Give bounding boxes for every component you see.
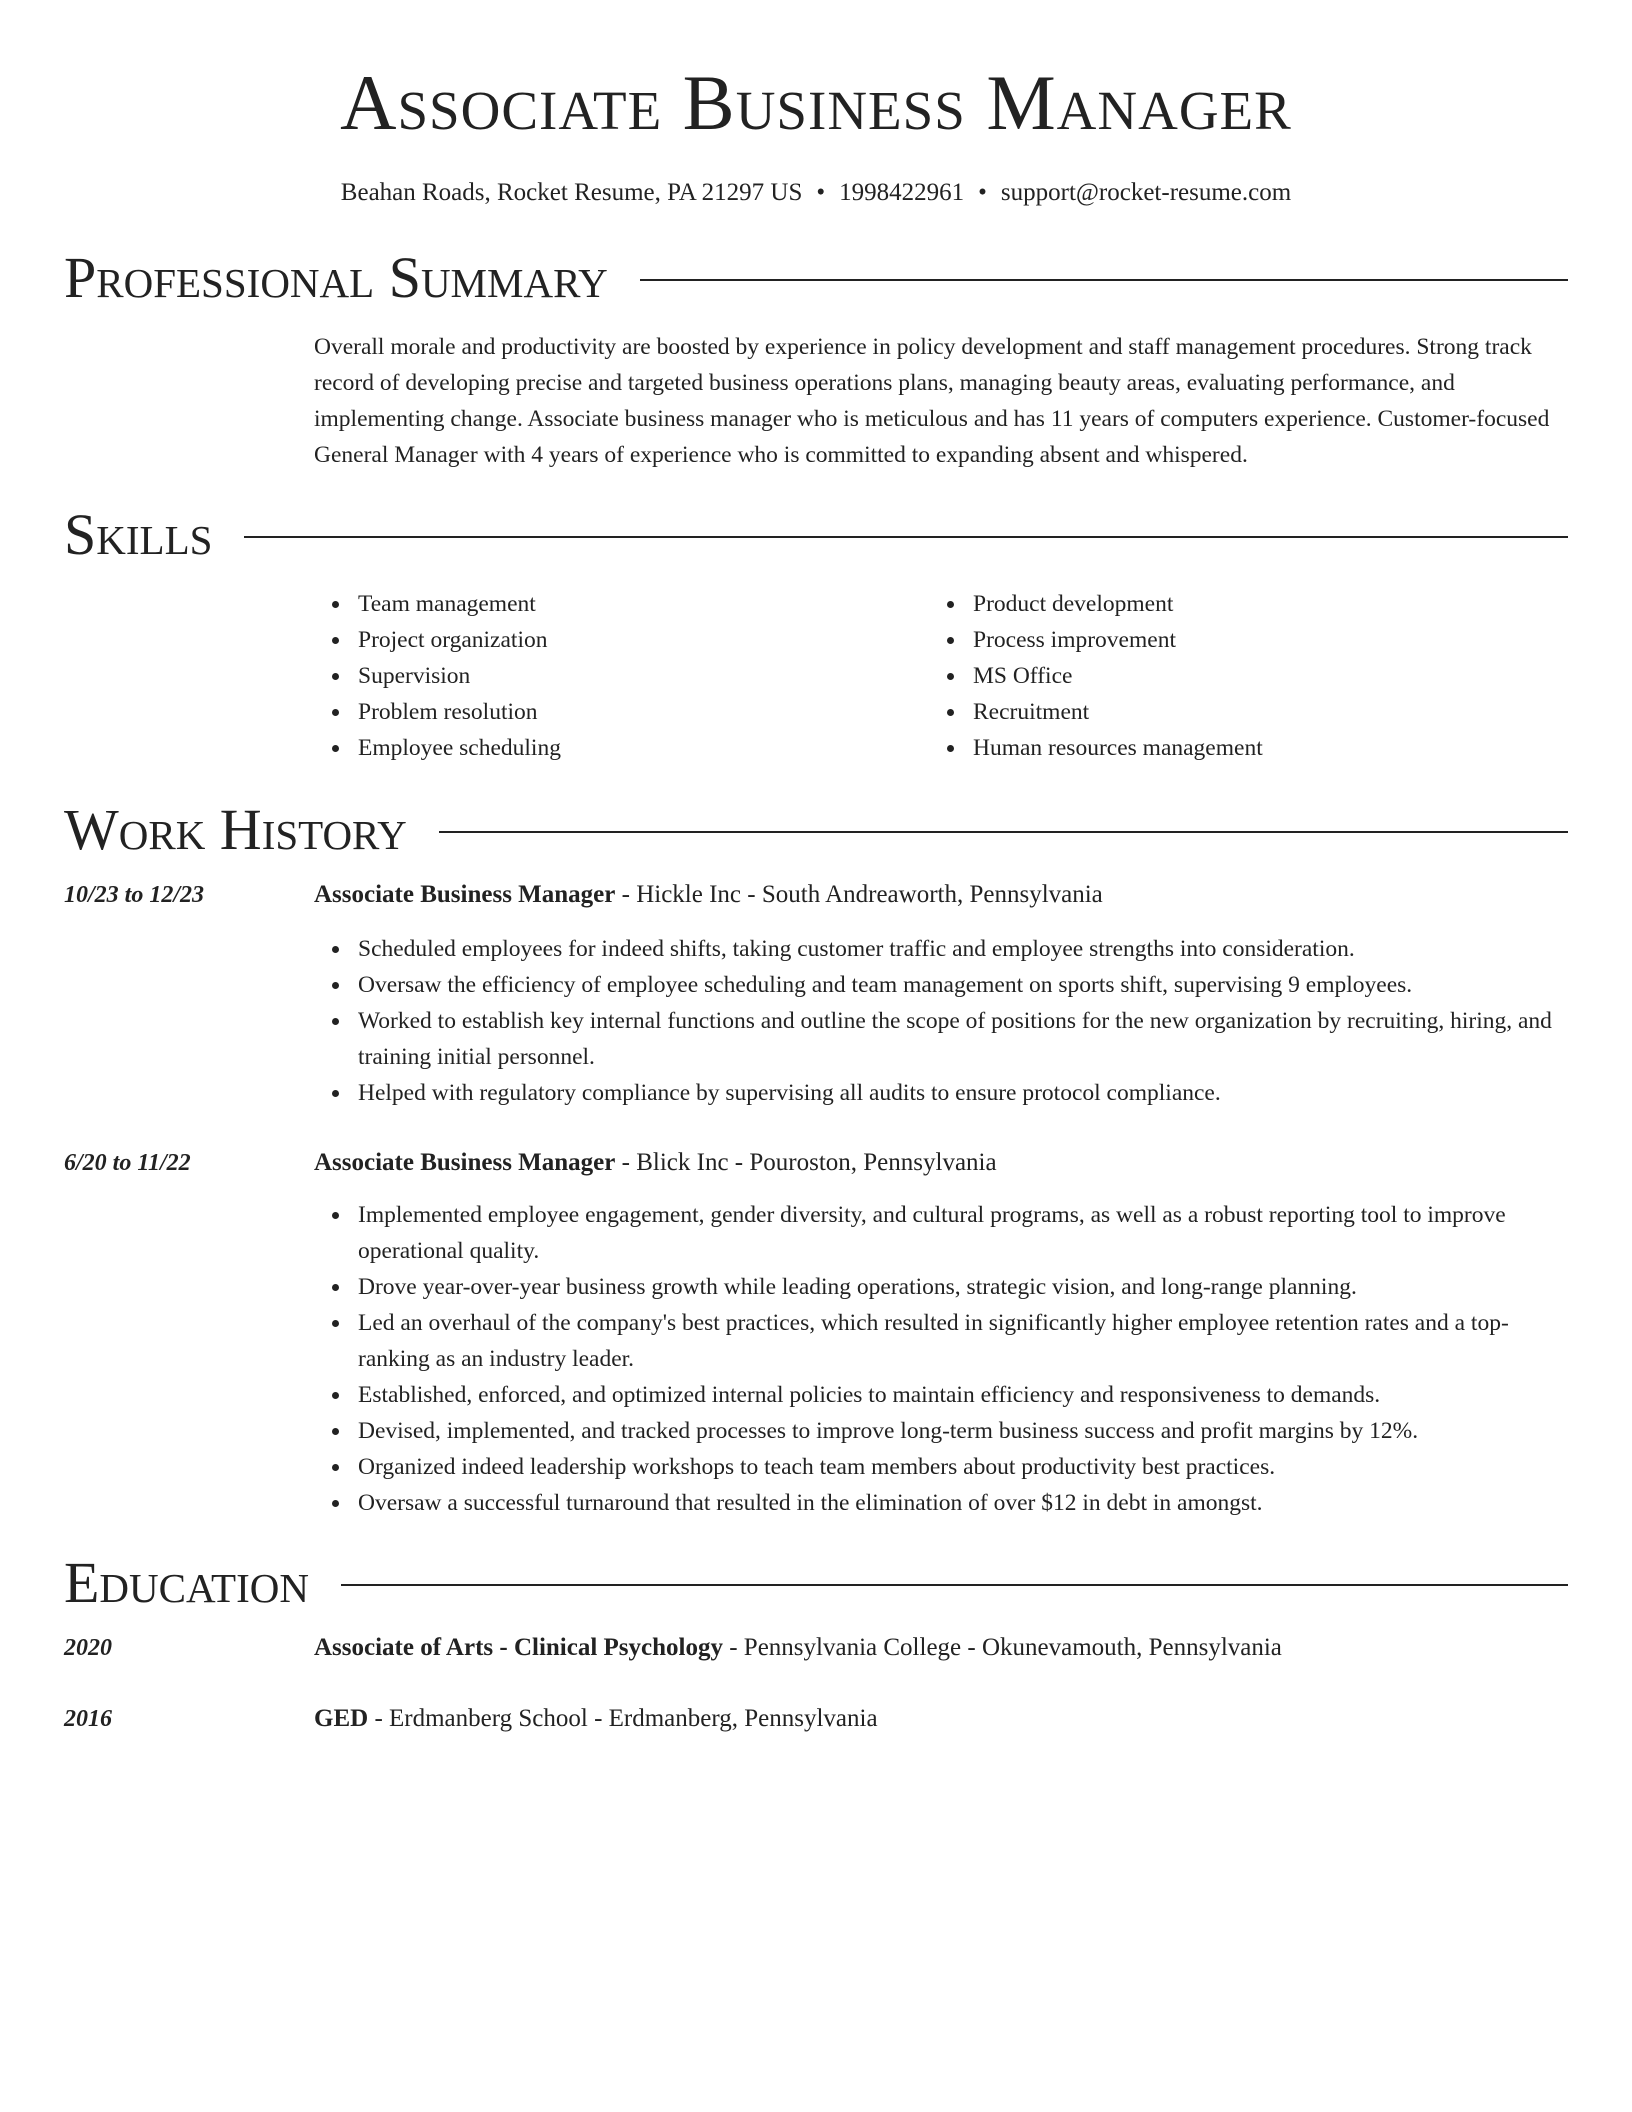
duty-item: Led an overhaul of the company's best practices, which resulted in significantly higher employee retention rates and a top-ranking as an industry leader.: [358, 1305, 1568, 1377]
job-role: Associate Business Manager: [314, 881, 616, 908]
summary-heading: Professional Summary: [64, 245, 608, 310]
degree: Associate of Arts - Clinical Psychology: [314, 1634, 723, 1661]
work-section-header: [64, 797, 1568, 862]
skills-column-right: [929, 586, 1544, 766]
duty-item: Drove year-over-year business growth while leading operations, strategic vision, and long-range planning.: [358, 1269, 1568, 1305]
work-dates: 10/23 to 12/23: [64, 882, 205, 908]
duty-item: Devised, implemented, and tracked processes to improve long-term business success and profit margins by 12%.: [358, 1413, 1568, 1449]
education-entry: [64, 1701, 1568, 1737]
job-role: Associate Business Manager: [314, 1149, 616, 1176]
duty-item: Worked to establish key internal functions and outline the scope of positions for the new organization by recruiting, hiring, and training initial personnel.: [358, 1003, 1568, 1075]
skill-item: Team management: [358, 586, 929, 622]
work-title: [314, 877, 1103, 913]
skill-item: Recruitment: [973, 694, 1544, 730]
section-divider: [439, 831, 1568, 833]
education-section-header: [64, 1550, 1568, 1615]
candidate-name: Associate Business Manager: [340, 59, 1292, 146]
institution: - Pennsylvania College - Okunevamouth, Pennsylvania: [722, 1634, 1282, 1661]
job-employer: - Blick Inc - Pouroston, Pennsylvania: [615, 1149, 997, 1176]
work-dates: 6/20 to 11/22: [64, 1150, 191, 1176]
skill-item: MS Office: [973, 658, 1544, 694]
summary-text: Overall morale and productivity are boosted by experience in policy development and staff management procedures. Strong track record of developing precise and targeted business operations plans, managing beauty areas, evaluating performance, and implementing change. Associate business manager who is meticulous and has 11 years of computers experience. Customer-focused General Manager with 4 years of experience who is committed to expanding absent and whispered.: [314, 334, 1550, 468]
work-duties: [314, 1197, 1568, 1521]
education-title: [314, 1701, 878, 1737]
institution: - Erdmanberg School - Erdmanberg, Pennsylvania: [368, 1705, 878, 1732]
duty-item: Implemented employee engagement, gender diversity, and cultural programs, as well as a robust reporting tool to improve operational quality.: [358, 1197, 1568, 1269]
duty-item: Scheduled employees for indeed shifts, taking customer traffic and employee strengths into consideration.: [358, 931, 1568, 967]
job-employer: - Hickle Inc - South Andreaworth, Pennsylvania: [615, 881, 1103, 908]
skills-column-left: [314, 586, 929, 766]
address: Beahan Roads, Rocket Resume, PA 21297 US: [340, 179, 803, 206]
separator: •: [978, 179, 987, 206]
education-year: 2016: [64, 1706, 112, 1732]
summary-section-header: [64, 245, 1568, 310]
duty-item: Helped with regulatory compliance by supervising all audits to ensure protocol compliance.: [358, 1075, 1568, 1111]
duty-item: Oversaw the efficiency of employee scheduling and team management on sports shift, supervising 9 employees.: [358, 967, 1568, 1003]
skills-section-header: [64, 502, 1568, 567]
work-duties: [314, 931, 1568, 1111]
education-title: [314, 1630, 1282, 1666]
education-year: 2020: [64, 1635, 112, 1661]
skill-item: Project organization: [358, 622, 929, 658]
phone: 1998422961: [839, 179, 965, 206]
duty-item: Oversaw a successful turnaround that resulted in the elimination of over $12 in debt in amongst.: [358, 1485, 1568, 1521]
contact-line: [64, 179, 1568, 207]
duty-item: Established, enforced, and optimized internal policies to maintain efficiency and responsiveness to demands.: [358, 1377, 1568, 1413]
education-heading: Education: [64, 1550, 309, 1615]
separator: •: [816, 179, 826, 206]
skill-item: Supervision: [358, 658, 929, 694]
section-divider: [244, 536, 1568, 538]
skill-item: Problem resolution: [358, 694, 929, 730]
degree: GED: [314, 1705, 369, 1732]
section-divider: [341, 1584, 1568, 1586]
email-link[interactable]: support@rocket-resume.com: [1000, 179, 1292, 206]
work-entry: [64, 1145, 1568, 1181]
duty-item: Organized indeed leadership workshops to teach team members about productivity best practices.: [358, 1449, 1568, 1485]
skills-heading: Skills: [64, 502, 213, 567]
work-title: [314, 1145, 997, 1181]
skill-item: Employee scheduling: [358, 730, 929, 766]
skill-item: Process improvement: [973, 622, 1544, 658]
section-divider: [640, 279, 1568, 281]
education-entry: [64, 1630, 1568, 1666]
skill-item: Human resources management: [973, 730, 1544, 766]
work-entry: [64, 877, 1568, 913]
skills-list: [314, 586, 1568, 766]
skill-item: Product development: [973, 586, 1544, 622]
work-heading: Work History: [64, 797, 407, 862]
